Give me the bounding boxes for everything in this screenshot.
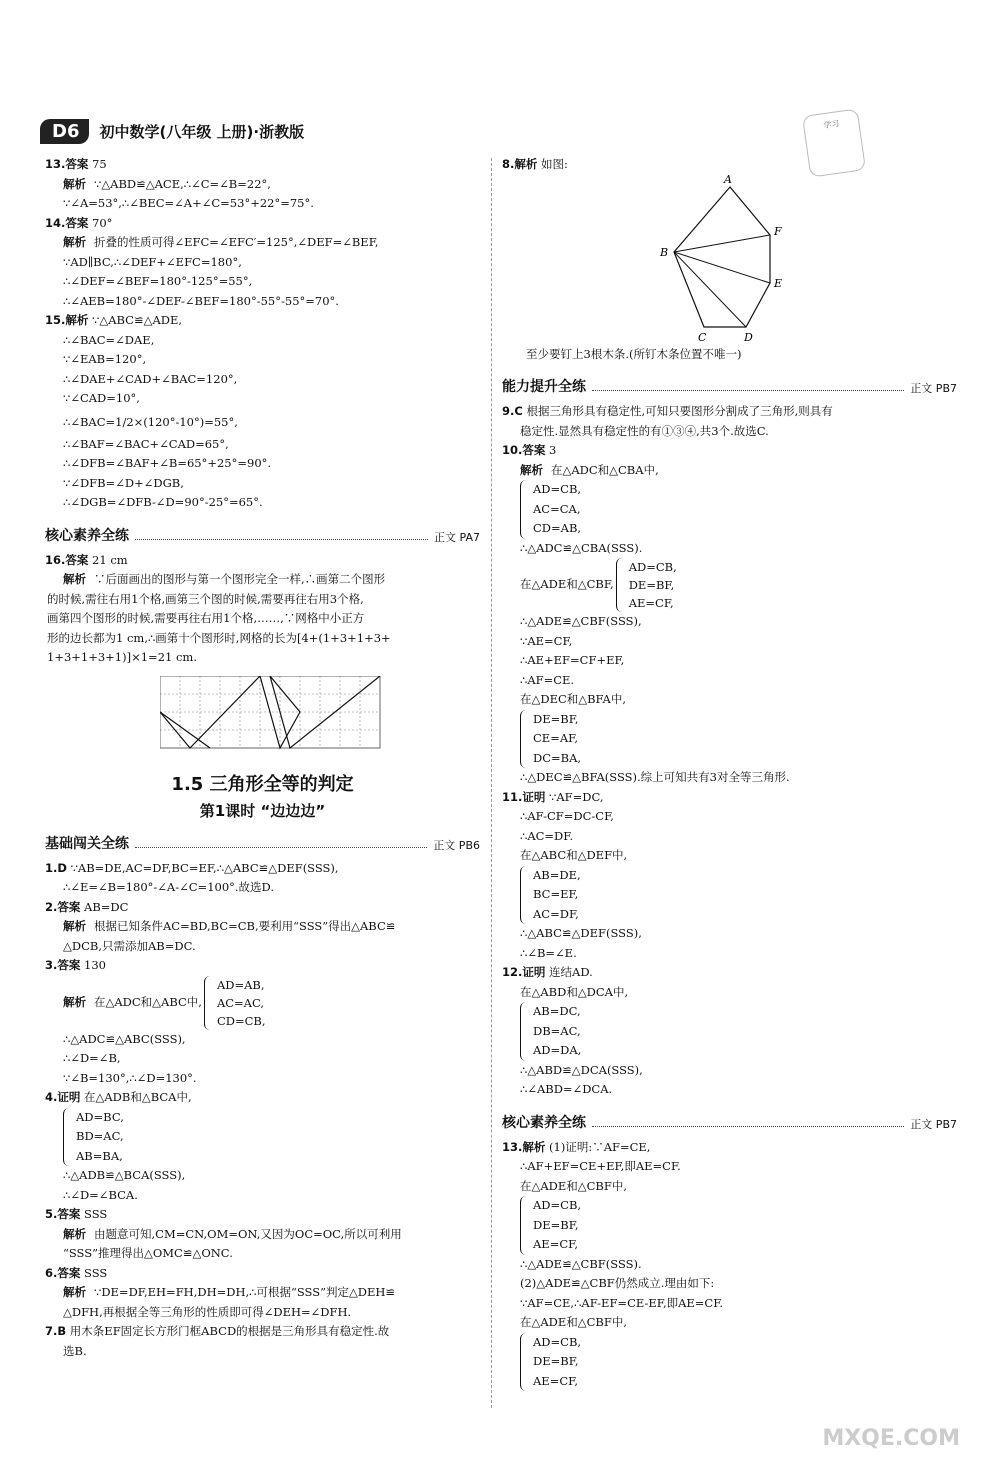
q11-conditions: AB=DE, BC=EF, AC=DF,: [533, 867, 581, 921]
section-core-literacy: [45, 523, 480, 545]
q2-line: 解析 根据已知条件AC=BD,BC=CB,要利用“SSS”得出△ABC≌: [63, 919, 396, 933]
q15-line: ∵∠CAD=10°,: [63, 391, 140, 405]
q14-line: ∴∠DEF=∠BEF=180°-125°=55°,: [63, 274, 253, 288]
q13r-line: ∴AF+EF=CE+EF,即AE=CF.: [520, 1159, 681, 1173]
q6-answer: 6.答案 SSS: [45, 1265, 108, 1280]
q11-line: 在△ABC和△DEF中,: [520, 848, 628, 862]
q16-line: 解析 ∵后面画出的图形与第一个图形完全一样,∴画第二个图形: [63, 572, 386, 586]
q12-conditions: AB=DC, DB=AC, AD=DA,: [533, 1004, 582, 1057]
watermark: MXQE.COM: [822, 1426, 960, 1451]
section-basic: [45, 831, 480, 853]
chapter-title: 1.5 三角形全等的判定: [171, 773, 354, 795]
q10-brace: [502, 480, 957, 539]
q16-line: 形的边长都为1 cm,∴画第十个图形时,网格的长为[4+(1+3+1+3+: [47, 630, 391, 645]
label-f: F: [774, 224, 782, 238]
q6-line: 解析 ∵DE=DF,EH=FH,DH=DH,∴可根据“SSS”判定△DEH≌: [63, 1285, 396, 1299]
q13r-line: 在△ADE和△CBF中,: [520, 1178, 627, 1193]
q2-answer: 2.答案 AB=DC: [45, 899, 129, 914]
q13r-conditions: AD=CB, DE=BF, AE=CF,: [533, 1198, 582, 1251]
q4-line: ∴△ADB≌△BCA(SSS),: [63, 1168, 186, 1182]
q11-line: ∴AF-CF=DC-CF,: [520, 809, 614, 823]
q3-brace-line: 解析 在△ADC和△ABC中, AD=AB, AC=AC, CD=CB,: [63, 977, 266, 1028]
q14-line: 解析 折叠的性质可得∠EFC=∠EFC′=125°,∠DEF=∠BEF,: [63, 235, 379, 249]
label-b: B: [660, 245, 669, 259]
q6-line: △DFH,再根据全等三角形的性质即可得∠DEH=∠DFH.: [63, 1304, 352, 1319]
q5-line: “SSS”推理得出△OMC≌△ONC.: [63, 1246, 233, 1260]
q15-line: ∴∠DFB=∠BAF+∠B=65°+25°=90°.: [63, 456, 272, 470]
q15-line: ∵∠DFB=∠D+∠DGB,: [63, 475, 184, 490]
stamp-icon: 学习: [802, 108, 866, 177]
q10-conditions: AD=CB, DE=BF, AE=CF,: [628, 560, 677, 610]
q4-brace: [45, 1108, 480, 1167]
q11-line: ∴∠B=∠E.: [520, 945, 577, 960]
q10-line: ∵AE=CF,: [520, 633, 573, 648]
dotted-leader: [592, 390, 904, 391]
pentagon-figure: [652, 175, 852, 345]
q3-line: ∴∠D=∠B,: [63, 1051, 121, 1065]
q5-answer: 5.答案 SSS: [45, 1207, 108, 1221]
q15-line: ∵∠EAB=120°,: [63, 352, 147, 366]
q10-answer: 10.答案 3: [502, 443, 557, 457]
column-divider: [491, 158, 492, 1408]
q11-line: ∴△ABC≌△DEF(SSS),: [520, 926, 642, 940]
lesson-title: 第1课时 “边边边”: [199, 801, 326, 820]
zigzag-grid-figure: [160, 676, 400, 756]
q16-line: 画第四个图形的时候,需要再往右用1个格,……,∵网格中小正方: [47, 611, 365, 625]
q3-line: ∵∠B=130°,∴∠D=130°.: [63, 1070, 197, 1085]
q13r-brace: [502, 1196, 957, 1255]
q15-head: 15.解析 ∵△ABC≌△ADE,: [45, 313, 183, 327]
q13r-conditions: AD=CB, DE=BF, AE=CF,: [533, 1334, 582, 1388]
brace-icon: [520, 1196, 529, 1255]
q14-line: ∴∠AEB=180°-∠DEF-∠BEF=180°-55°-55°=70°.: [63, 293, 339, 308]
q8-line: 至少要钉上3根木条.(所钉木条位置不唯一): [526, 346, 742, 361]
q13-answer: 13.答案 75: [45, 157, 107, 171]
q3-answer: 3.答案 130: [45, 958, 106, 972]
q13r-line: 在△ADE和△CBF中,: [520, 1315, 627, 1329]
q10-line: 解析 在△ADC和△CBA中,: [520, 462, 659, 477]
q9-line: 稳定性.显然具有稳定性的有①③④,共3个.故选C.: [520, 423, 769, 438]
q12-brace: [502, 1002, 957, 1061]
q10-brace: [502, 710, 957, 769]
q13-line: 解析 ∵△ABD≌△ACE,∴∠C=∠B=22°,: [63, 176, 271, 191]
page-number-tag: D6: [40, 119, 89, 144]
dotted-leader: [135, 847, 427, 848]
q11-head: 11.证明 ∵AF=DC,: [502, 789, 604, 804]
brace-icon: [520, 1002, 529, 1061]
q10-line: ∴AF=CE.: [520, 672, 575, 687]
q10-line: ∴AE+EF=CF+EF,: [520, 653, 625, 667]
q13r-line: (2)△ADE≌△CBF仍然成立.理由如下:: [520, 1276, 715, 1290]
label-a: A: [724, 174, 732, 186]
q4-head: 4.证明 在△ADB和△BCA中,: [45, 1090, 192, 1104]
section-title: 核心素养全练: [45, 527, 129, 544]
q4-line: ∴∠D=∠BCA.: [63, 1187, 138, 1202]
q10-conditions: AD=CB, AC=CA, CD=AB,: [533, 482, 582, 535]
section-ref: 正文 PB7: [910, 382, 957, 395]
q11-line: ∴AC=DF.: [520, 828, 574, 843]
q9-head: 9.C 根据三角形具有稳定性,可知只要图形分割成了三角形,则具有: [502, 404, 833, 418]
brace-icon: [616, 558, 625, 612]
brace-icon: [520, 866, 529, 925]
q10-brace: 在△ADE和△CBF, AD=CB, DE=BF, AE=CF,: [520, 560, 677, 610]
section-ref: 正文 PB7: [910, 1117, 957, 1131]
section-ref: 正文 PA7: [434, 530, 480, 544]
q12-line: ∴∠ABD=∠DCA.: [520, 1082, 613, 1096]
q1-line: ∴∠E=∠B=180°-∠A-∠C=100°.故选D.: [63, 880, 275, 894]
q12-line: 在△ABD和△DCA中,: [520, 984, 629, 999]
q13r-line: ∵AF=CE,∴AF-EF=CE-EF,即AE=CF.: [520, 1295, 724, 1310]
book-title: 初中数学(八年级 上册)·浙教版: [99, 122, 305, 141]
page-header: [40, 116, 304, 146]
q7-head: 7.B 用木条EF固定长方形门框ABCD的根据是三角形具有稳定性.故: [45, 1324, 390, 1338]
q10-line: ∴△ADC≌△CBA(SSS).: [520, 540, 643, 555]
section-title: 能力提升全练: [502, 379, 586, 395]
right-column: [502, 155, 957, 1391]
q16-line: 1+3+1+3+1)]×1=21 cm.: [47, 650, 197, 664]
q12-line: ∴△ABD≌△DCA(SSS),: [520, 1062, 643, 1077]
label-e: E: [774, 276, 783, 290]
q10-conditions: DE=BF, CE=AF, DC=BA,: [533, 711, 582, 765]
label-d: D: [744, 330, 753, 344]
q10-line: ∴△DEC≌△BFA(SSS).综上可知共有3对全等三角形.: [520, 770, 790, 784]
q13-line: ∵∠A=53°,∴∠BEC=∠A+∠C=53°+22°=75°.: [63, 196, 314, 210]
q13r-head: 13.解析 (1)证明:∵AF=CE,: [502, 1139, 651, 1154]
q12-head: 12.证明 连结AD.: [502, 965, 593, 979]
brace-icon: [520, 480, 529, 539]
brace-icon: [520, 1333, 529, 1392]
q16-answer: 16.答案 21 cm: [45, 552, 128, 567]
dotted-leader: [135, 539, 428, 540]
q7-line: 选B.: [63, 1343, 87, 1358]
q14-answer: 14.答案 70°: [45, 215, 113, 230]
label-c: C: [698, 330, 707, 344]
section-ref: 正文 PB6: [433, 838, 480, 852]
q2-line: △DCB,只需添加AB=DC.: [63, 938, 196, 953]
dotted-leader: [592, 1126, 904, 1127]
section-core-literacy-2: [502, 1110, 957, 1132]
section-title: 基础闯关全练: [45, 835, 129, 852]
q4-conditions: AD=BC, BD=AC, AB=BA,: [76, 1109, 124, 1163]
brace-icon: [520, 710, 529, 769]
q11-brace: [502, 866, 957, 925]
q10-line: ∴△ADE≌△CBF(SSS),: [520, 614, 642, 628]
q16-line: 的时候,需往右用1个格,画第三个图的时候,需要再往右用3个格,: [47, 591, 364, 606]
q13r-line: ∴△ADE≌△CBF(SSS).: [520, 1256, 642, 1271]
q15-line: ∴∠BAF=∠BAC+∠CAD=65°,: [63, 436, 229, 451]
q13r-brace: [502, 1333, 957, 1392]
brace-icon: [204, 976, 213, 1030]
q15-line: ∴∠BAC=∠DAE,: [63, 332, 155, 347]
left-column: [45, 155, 480, 1361]
brace-icon: [63, 1108, 72, 1167]
q14-line: ∵AD∥BC,∴∠DEF+∠EFC=180°,: [63, 254, 242, 269]
q15-line: ∴∠DGB=∠DFB-∠D=90°-25°=65°.: [63, 495, 263, 509]
q5-line: 解析 由题意可知,CM=CN,OM=ON,又因为OC=OC,所以可利用: [63, 1226, 402, 1241]
q3-conditions: AD=AB, AC=AC, CD=CB,: [216, 977, 266, 1028]
q15-line: ∴∠DAE+∠CAD+∠BAC=120°,: [63, 371, 238, 386]
q3-line: ∴△ADC≌△ABC(SSS),: [63, 1031, 186, 1046]
q8-head: 8.解析 如图:: [502, 157, 568, 171]
section-advanced: [502, 374, 957, 396]
q10-line: 在△DEC和△BFA中,: [520, 692, 626, 706]
q15-line: ∴∠BAC=1/2×(120°-10°)=55°,: [63, 414, 238, 429]
q1-head: 1.D ∵AB=DE,AC=DF,BC=EF,∴△ABC≌△DEF(SSS),: [45, 860, 339, 875]
section-title: 核心素养全练: [502, 1114, 586, 1131]
